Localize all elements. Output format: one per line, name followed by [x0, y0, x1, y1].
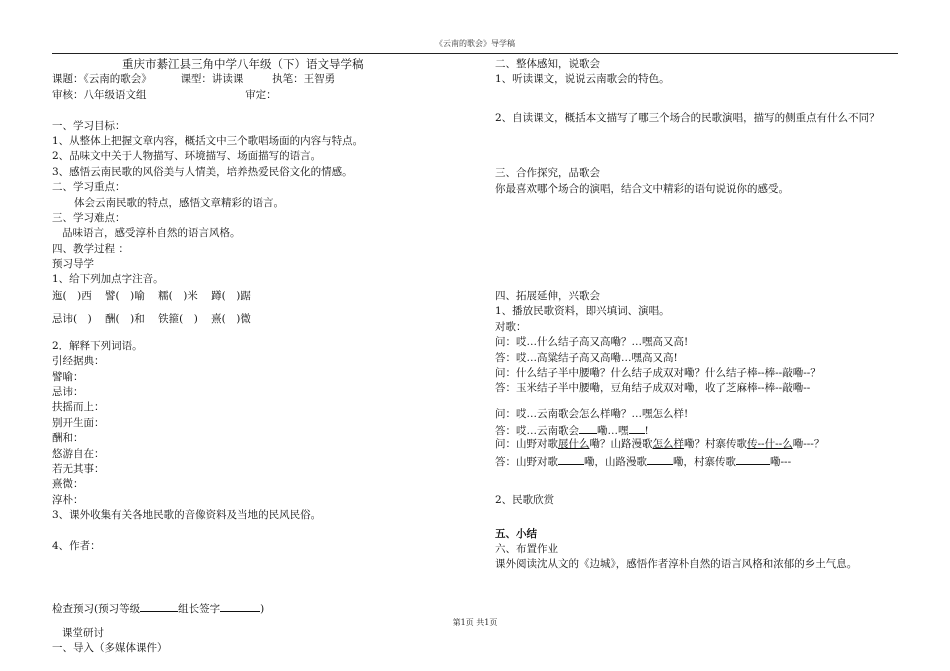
right-column [495, 57, 915, 573]
word-item: 别开生面： [52, 416, 105, 429]
section-3-heading: 三、合作探究，品歌会 [495, 167, 600, 180]
lesson-author: 执笔：王智勇 [272, 73, 336, 86]
song-line-question: 问：山野对歌展什么嘞？山路漫歌怎么样嘞？村寨传歌传--什--么嘞---？ [495, 438, 825, 451]
page-footer: 第1页 共1页 [452, 618, 498, 627]
pinyin-item: 铁箍( ) [158, 312, 198, 325]
pinyin-row-2 [52, 309, 472, 331]
word-item: 若无其事： [52, 462, 105, 475]
word-item: 熹微： [52, 478, 84, 491]
approver: 审定： [245, 88, 277, 101]
word-item: 忌讳： [52, 386, 84, 399]
difficulty-text: 品味语言，感受淳朴自然的语言风格。 [62, 227, 241, 240]
lesson-topic: 课题：《云南的歌会》 [52, 73, 152, 86]
fill-blank[interactable] [736, 453, 770, 465]
section-5-heading: 五、小结 [495, 527, 537, 540]
difficulty-heading: 三、学习难点： [52, 211, 126, 224]
goal-item: 3、感悟云南民歌的风俗美与人情美，培养热爱民俗文化的情感。 [52, 165, 353, 178]
goals-heading: 一、学习目标： [52, 119, 126, 132]
pinyin-item: 糯( )米 [158, 289, 198, 302]
pinyin-item: 譬( )喻 [105, 289, 145, 302]
section-6-heading: 六、布置作业 [495, 543, 558, 556]
fill-blank[interactable] [647, 453, 673, 465]
section-2-q1: 1、听读课文，说说云南歌会的特色。 [495, 73, 670, 86]
check-preview-line: 检查预习(预习等级 组长签字 ) [52, 600, 472, 615]
word-item: 譬喻： [52, 370, 84, 383]
pinyin-row-1 [52, 288, 472, 309]
section-2-q2: 2、自读课文，概括本文描写了哪三个场合的民歌演唱，描写的侧重点有什么不同？ [495, 111, 880, 124]
doc-title: 重庆市綦江县三角中学八年级（下）语文导学稿 [122, 57, 364, 71]
grade-blank[interactable] [140, 600, 178, 612]
collect-task: 3、课外收集有关各地民歌的音像资料及当地的民风民俗。 [52, 509, 322, 522]
fill-blank[interactable] [558, 453, 584, 465]
section-4-q2: 2、民歌欣赏 [495, 494, 555, 507]
words-heading: 2．解释下列词语。 [52, 339, 143, 352]
word-item: 酬和： [52, 432, 84, 445]
page-header: 《云南的歌会》导学稿 [435, 39, 515, 48]
song-line: 问：哎…什么结子高又高嘞？…嘿高又高! [495, 336, 689, 349]
signature-blank[interactable] [220, 600, 260, 612]
song-line: 答：玉米结子半中腰嘞，豆角结子成双对嘞，收了芝麻棒--棒--敲嘞-- [495, 382, 811, 395]
classroom-heading: 课堂研讨 [62, 626, 104, 639]
song-line-answer: 答：山野对歌 嘞，山路漫歌 嘞，村寨传歌 嘞--- [495, 453, 915, 468]
song-line: 问：哎…云南歌会怎么样嘞？…嘿怎么样! [495, 407, 689, 420]
word-item: 引经据典： [52, 355, 105, 368]
fill-blank[interactable] [579, 422, 597, 434]
fill-blank[interactable] [629, 422, 645, 434]
section-4-q1: 1、播放民歌资料，即兴填词、演唱。 [495, 305, 670, 318]
header-rule [52, 53, 898, 54]
song-line: 答：哎…高粱结子高又高嘞…嘿高又高! [495, 351, 678, 364]
meta-line-2 [52, 88, 472, 103]
reviewer: 审核：八年级语文组 [52, 88, 147, 101]
song-line: 问：什么结子半中腰嘞？什么结子成双对嘞？什么结子棒--棒--敲嘞--？ [495, 366, 821, 379]
pinyin-heading: 1、给下列加点字注音。 [52, 273, 164, 286]
meta-line-1 [52, 72, 472, 87]
song-line-blank: 答：哎…云南歌会 嘞…嘿 ! [495, 422, 915, 437]
left-column [52, 57, 472, 657]
duige-label: 对歌： [495, 320, 527, 333]
key-heading: 二、学习重点： [52, 181, 126, 194]
section-4-heading: 四、拓展延伸，兴歌会 [495, 289, 600, 302]
preview-heading: 预习导学 [52, 258, 94, 271]
word-item: 淳朴： [52, 493, 84, 506]
word-item: 悠游自在： [52, 447, 105, 460]
pinyin-item: 蹲( )踞 [211, 289, 251, 302]
section-3-q: 你最喜欢哪个场合的演唱，结合文中精彩的语句说说你的感受。 [495, 182, 789, 195]
intro-heading: 一、导入（多媒体课件） [52, 642, 168, 655]
goal-item: 1、从整体上把握文章内容，概括文中三个歌唱场面的内容与特点。 [52, 134, 364, 147]
key-text: 体会云南民歌的特点，感悟文章精彩的语言。 [74, 196, 284, 209]
section-2-heading: 二、整体感知，说歌会 [495, 58, 600, 70]
pinyin-item: 熹( )微 [211, 312, 251, 325]
signature-label: 组长签字 [178, 603, 221, 616]
process-heading: 四、教学过程 ： [52, 242, 129, 255]
pinyin-item: 忌讳( ) [52, 312, 92, 325]
word-item: 扶摇而上： [52, 401, 105, 414]
check-label: 检查预习(预习等级 [52, 603, 141, 616]
pinyin-item: 酬( )和 [105, 312, 145, 325]
pinyin-item: 迤( )西 [52, 289, 92, 302]
lesson-type: 课型：讲读课 [180, 73, 244, 86]
homework-text: 课外阅读沈从文的《边城》，感悟作者淳朴自然的语言风格和浓郁的乡土气息。 [495, 558, 858, 571]
author-task: 4、作者： [52, 539, 101, 552]
goal-item: 2、品味文中关于人物描写、环境描写、场面描写的语言。 [52, 150, 322, 163]
